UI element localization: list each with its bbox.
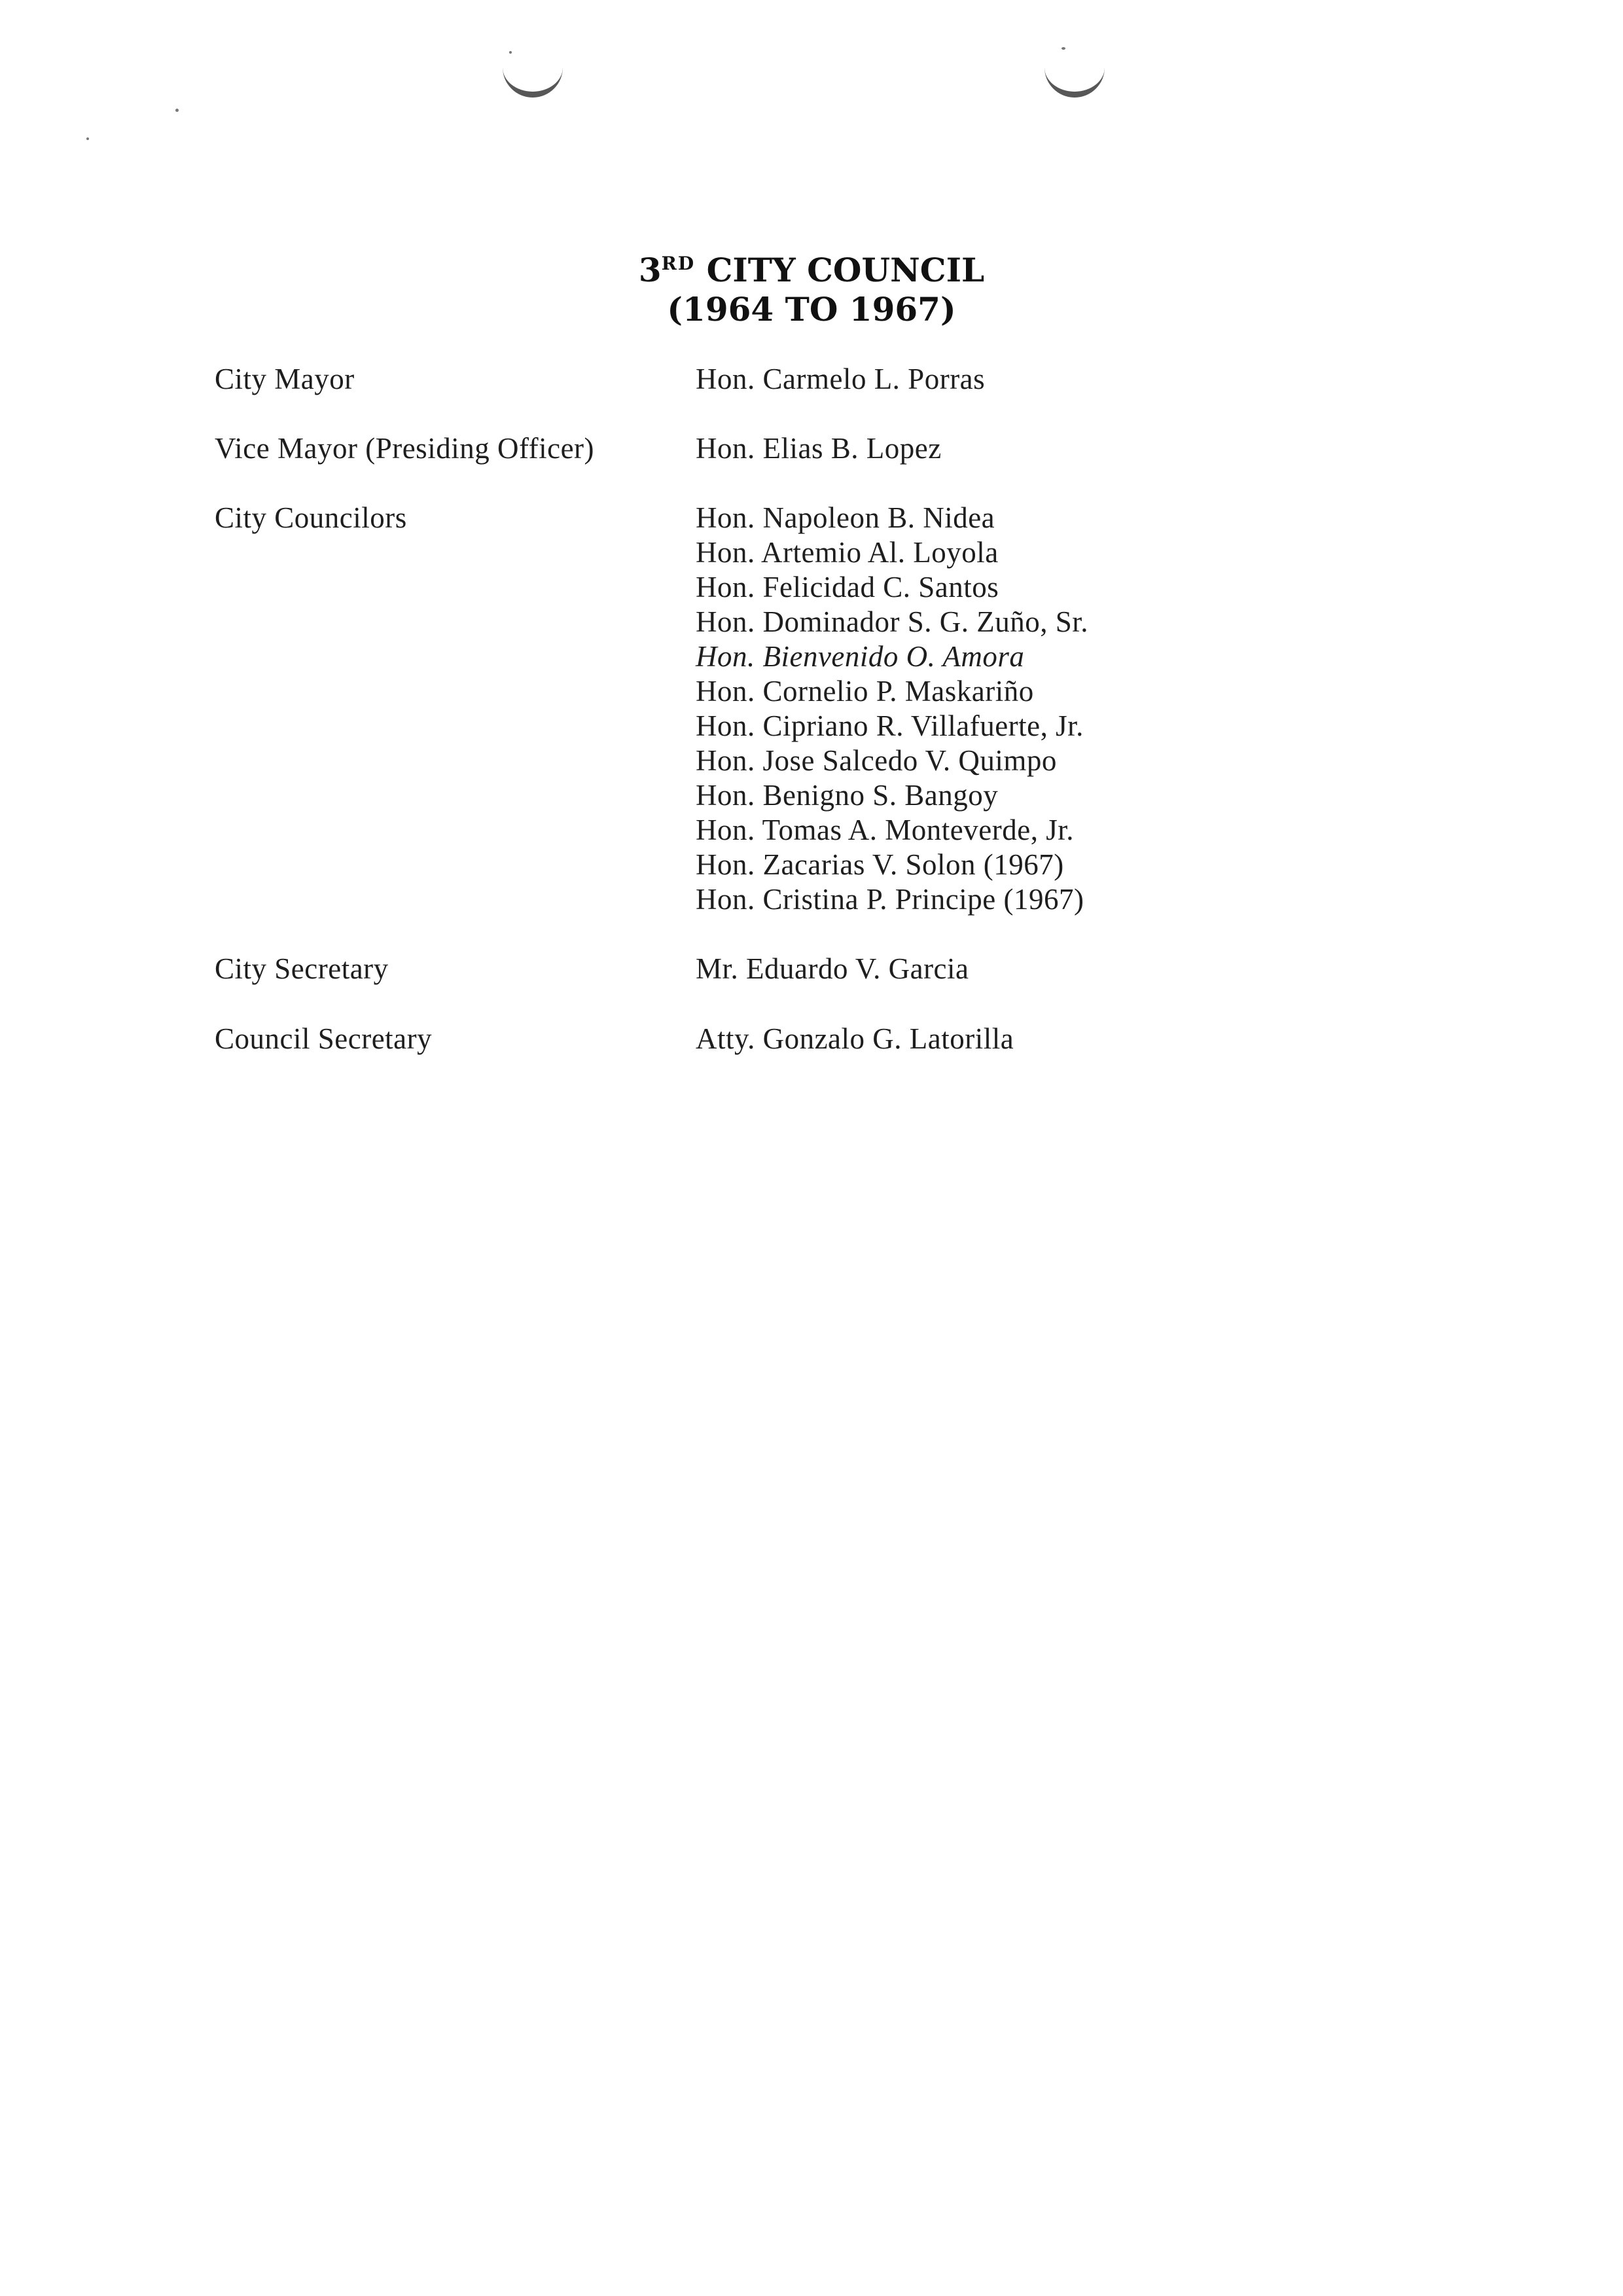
councilor-name: Hon. Artemio Al. Loyola (696, 536, 999, 569)
city-mayor-name: Hon. Carmelo L. Porras (696, 363, 986, 395)
scan-speck (175, 109, 179, 112)
punch-hole-mark-left (503, 63, 563, 98)
councilor-name: Hon. Cipriano R. Villafuerte, Jr. (696, 709, 1084, 742)
city-mayor-label: City Mayor (215, 363, 355, 395)
scan-speck (86, 137, 89, 140)
councilor-name: Hon. Zacarias V. Solon (1967) (696, 848, 1064, 881)
title-text: CITY COUNCIL (695, 251, 985, 289)
title-ordinal-number: 3 (638, 251, 662, 289)
city-secretary-name: Mr. Eduardo V. Garcia (696, 952, 969, 985)
scan-speck (509, 51, 512, 54)
councilor-name: Hon. Tomas A. Monteverde, Jr. (696, 814, 1074, 846)
councilor-name: Hon. Felicidad C. Santos (696, 571, 999, 603)
city-councilors-label: City Councilors (215, 501, 407, 534)
vice-mayor-name: Hon. Elias B. Lopez (696, 432, 942, 465)
councilor-name: Hon. Bienvenido O. Amora (696, 640, 1025, 673)
councilor-name: Hon. Jose Salcedo V. Quimpo (696, 744, 1057, 777)
council-secretary-name: Atty. Gonzalo G. Latorilla (696, 1022, 1014, 1055)
title-ordinal-suffix: RD (661, 253, 696, 274)
vice-mayor-label: Vice Mayor (Presiding Officer) (215, 432, 595, 465)
city-secretary-label: City Secretary (215, 952, 389, 985)
councilor-name: Hon. Napoleon B. Nidea (696, 501, 995, 534)
council-secretary-label: Council Secretary (215, 1022, 433, 1055)
councilor-name: Hon. Cristina P. Principe (1967) (696, 883, 1084, 916)
page-subtitle: (1964 TO 1967) (667, 290, 956, 329)
scan-speck (1061, 47, 1065, 50)
councilor-name: Hon. Cornelio P. Maskariño (696, 675, 1034, 708)
councilor-name: Hon. Dominador S. G. Zuño, Sr. (696, 605, 1088, 638)
councilor-name: Hon. Benigno S. Bangoy (696, 779, 999, 812)
punch-hole-mark-right (1044, 63, 1105, 98)
page-title (0, 251, 1623, 289)
